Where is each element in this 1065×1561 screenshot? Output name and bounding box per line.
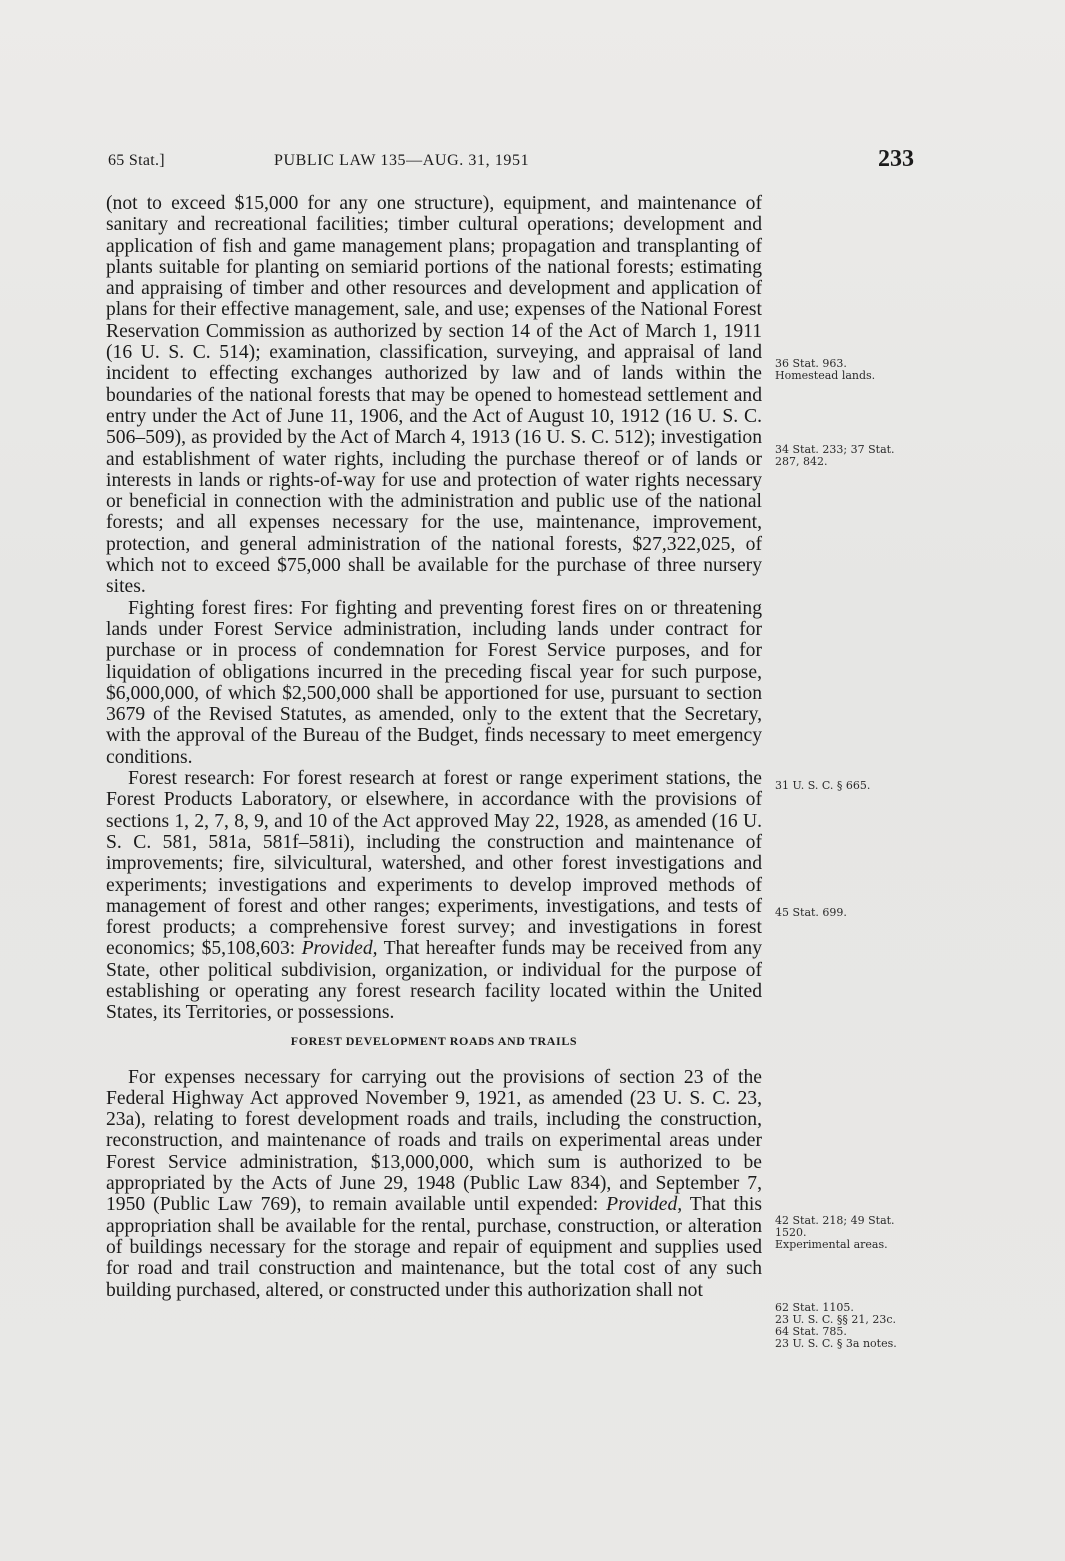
paragraph-national-forests: (not to exceed $15,000 for any one structure), equipment, and maintenance of sanitary and recreational facilities; timber cultural operations; development and application of fish and game management plans; propagation and transplanting of plants suitable for planting on semiarid portions of the national forests; estimating and appraising of timber and other resources and development and application of plans for their effective management, sale, and use; expenses of the National Forest Reservation Commission as authorized by section 14 of the Act of March 1, 1911 (16 U. S. C. 514); examination, classification, surveying, and appraisal of land incident to effecting exchanges authorized by law and of lands within the boundaries of the national forests that may be opened to homestead settlement and entry under the Act of June 11, 1906, and the Act of August 10, 1912 (16 U. S. C. 506–509), as provided by the Act of March 4, 1913 (16 U. S. C. 512); investigation and establishment of water rights, including the purchase thereof or of lands or interests in lands or rights-of-way for use and protection of water rights necessary or beneficial in connection with the administration and public use of the national forests; and all expenses necessary for the use, maintenance, improvement, protection, and general administration of the national forests, $27,322,025, of which not to exceed $75,000 shall be available for the purchase of three nursery sites.: [106, 193, 762, 598]
margin-note-citation: 23 U. S. C. § 3a notes.: [775, 1337, 897, 1350]
margin-note-homestead: [775, 358, 925, 382]
paragraph-fighting-forest-fires: Fighting forest fires: For fighting and preventing forest fires on or threatening lands under Forest Service administration, including lands under contract for purchase or in process of condemnation for Forest Service purposes, and for liquidation of obligations incurred in the preceding fiscal year for such purpose, $6,000,000, of which $2,500,000 shall be apportioned for use, pursuant to section 3679 of the Revised Statutes, as amended, only to the extent that the Secretary, with the approval of the Bureau of the Budget, finds necessary to meet emergency conditions.: [106, 597, 762, 768]
page-number: 233: [878, 146, 914, 172]
margin-note-experimental-areas: [775, 1215, 925, 1251]
margin-note-citation: 64 Stat. 785.: [775, 1325, 847, 1338]
paragraph-roads-and-trails: [106, 1067, 762, 1301]
margin-note-topic: Experimental areas.: [775, 1238, 888, 1251]
paragraph-forest-research: [106, 768, 762, 1024]
margin-note-citation: 62 Stat. 1105.: [775, 1301, 854, 1314]
paragraph-forest-research-part1: Forest research: For forest research at forest or range experiment stations, the Forest Products Laboratory, or elsewhere, in accordance with the provisions of sections 1, 2, 7, 8, 9, and 10 of the Act approved May 22, 1928, as amended (16 U. S. C. 581, 581a, 581f–581i), including the construction and maintenance of improvements; fire, silvicultural, watershed, and other forest investigations and experiments; investigations and experiments to develop improved methods of management of forest and other ranges; experiments, investigations, and tests of forest products; a comprehensive forest survey; and investigations in forest economics; $5,108,603:: [106, 768, 762, 960]
law-title: PUBLIC LAW 135—AUG. 31, 1951: [274, 152, 530, 169]
margin-note-citation: 42 Stat. 218; 49 Stat. 1520.: [775, 1214, 895, 1239]
provided-label: Provided,: [301, 938, 378, 960]
margin-note-citations-group: [775, 1302, 925, 1350]
margin-note-31-usc: 31 U. S. C. § 665.: [775, 779, 871, 792]
provided-label: Provided,: [606, 1194, 683, 1216]
paragraph-roads-part2: That this appropriation shall be available for the rental, purchase, construction, or alteration of buildings necessary for the storage and repair of equipment and supplies used for road and trail construction and maintenance, but the total cost of any such building purchased, altered, or constructed under this authorization shall not: [106, 1194, 762, 1301]
margin-note-45-stat: 45 Stat. 699.: [775, 906, 847, 919]
margin-note-citation-34-stat: 34 Stat. 233; 37 Stat. 287, 842.: [775, 443, 895, 468]
margin-note-topic: Homestead lands.: [775, 369, 876, 382]
volume-reference: 65 Stat.]: [108, 152, 165, 169]
paragraph-forest-research-part2: That hereafter funds may be received from any State, other political subdivision, organization, or individual for the purpose of establishing or operating any forest research facility located within the United States, its Territories, or possessions.: [106, 938, 763, 1024]
main-text: [106, 193, 762, 1301]
margin-note-citation: 36 Stat. 963.: [775, 357, 847, 370]
paragraph-roads-part1: For expenses necessary for carrying out the provisions of section 23 of the Federal Highway Act approved November 9, 1921, as amended (23 U. S. C. 23, 23a), relating to forest development roads and trails, including the construction, reconstruction, and maintenance of roads and trails on experimental areas under Forest Service administration, $13,000,000, which sum is authorized to be appropriated by the Acts of June 29, 1948 (Public Law 834), and September 7, 1950 (Public Law 769), to remain available until expended:: [106, 1066, 762, 1216]
page-header: [108, 146, 914, 176]
margin-note-citation: 23 U. S. C. §§ 21, 23c.: [775, 1313, 897, 1326]
section-heading: FOREST DEVELOPMENT ROADS AND TRAILS: [290, 1033, 578, 1048]
